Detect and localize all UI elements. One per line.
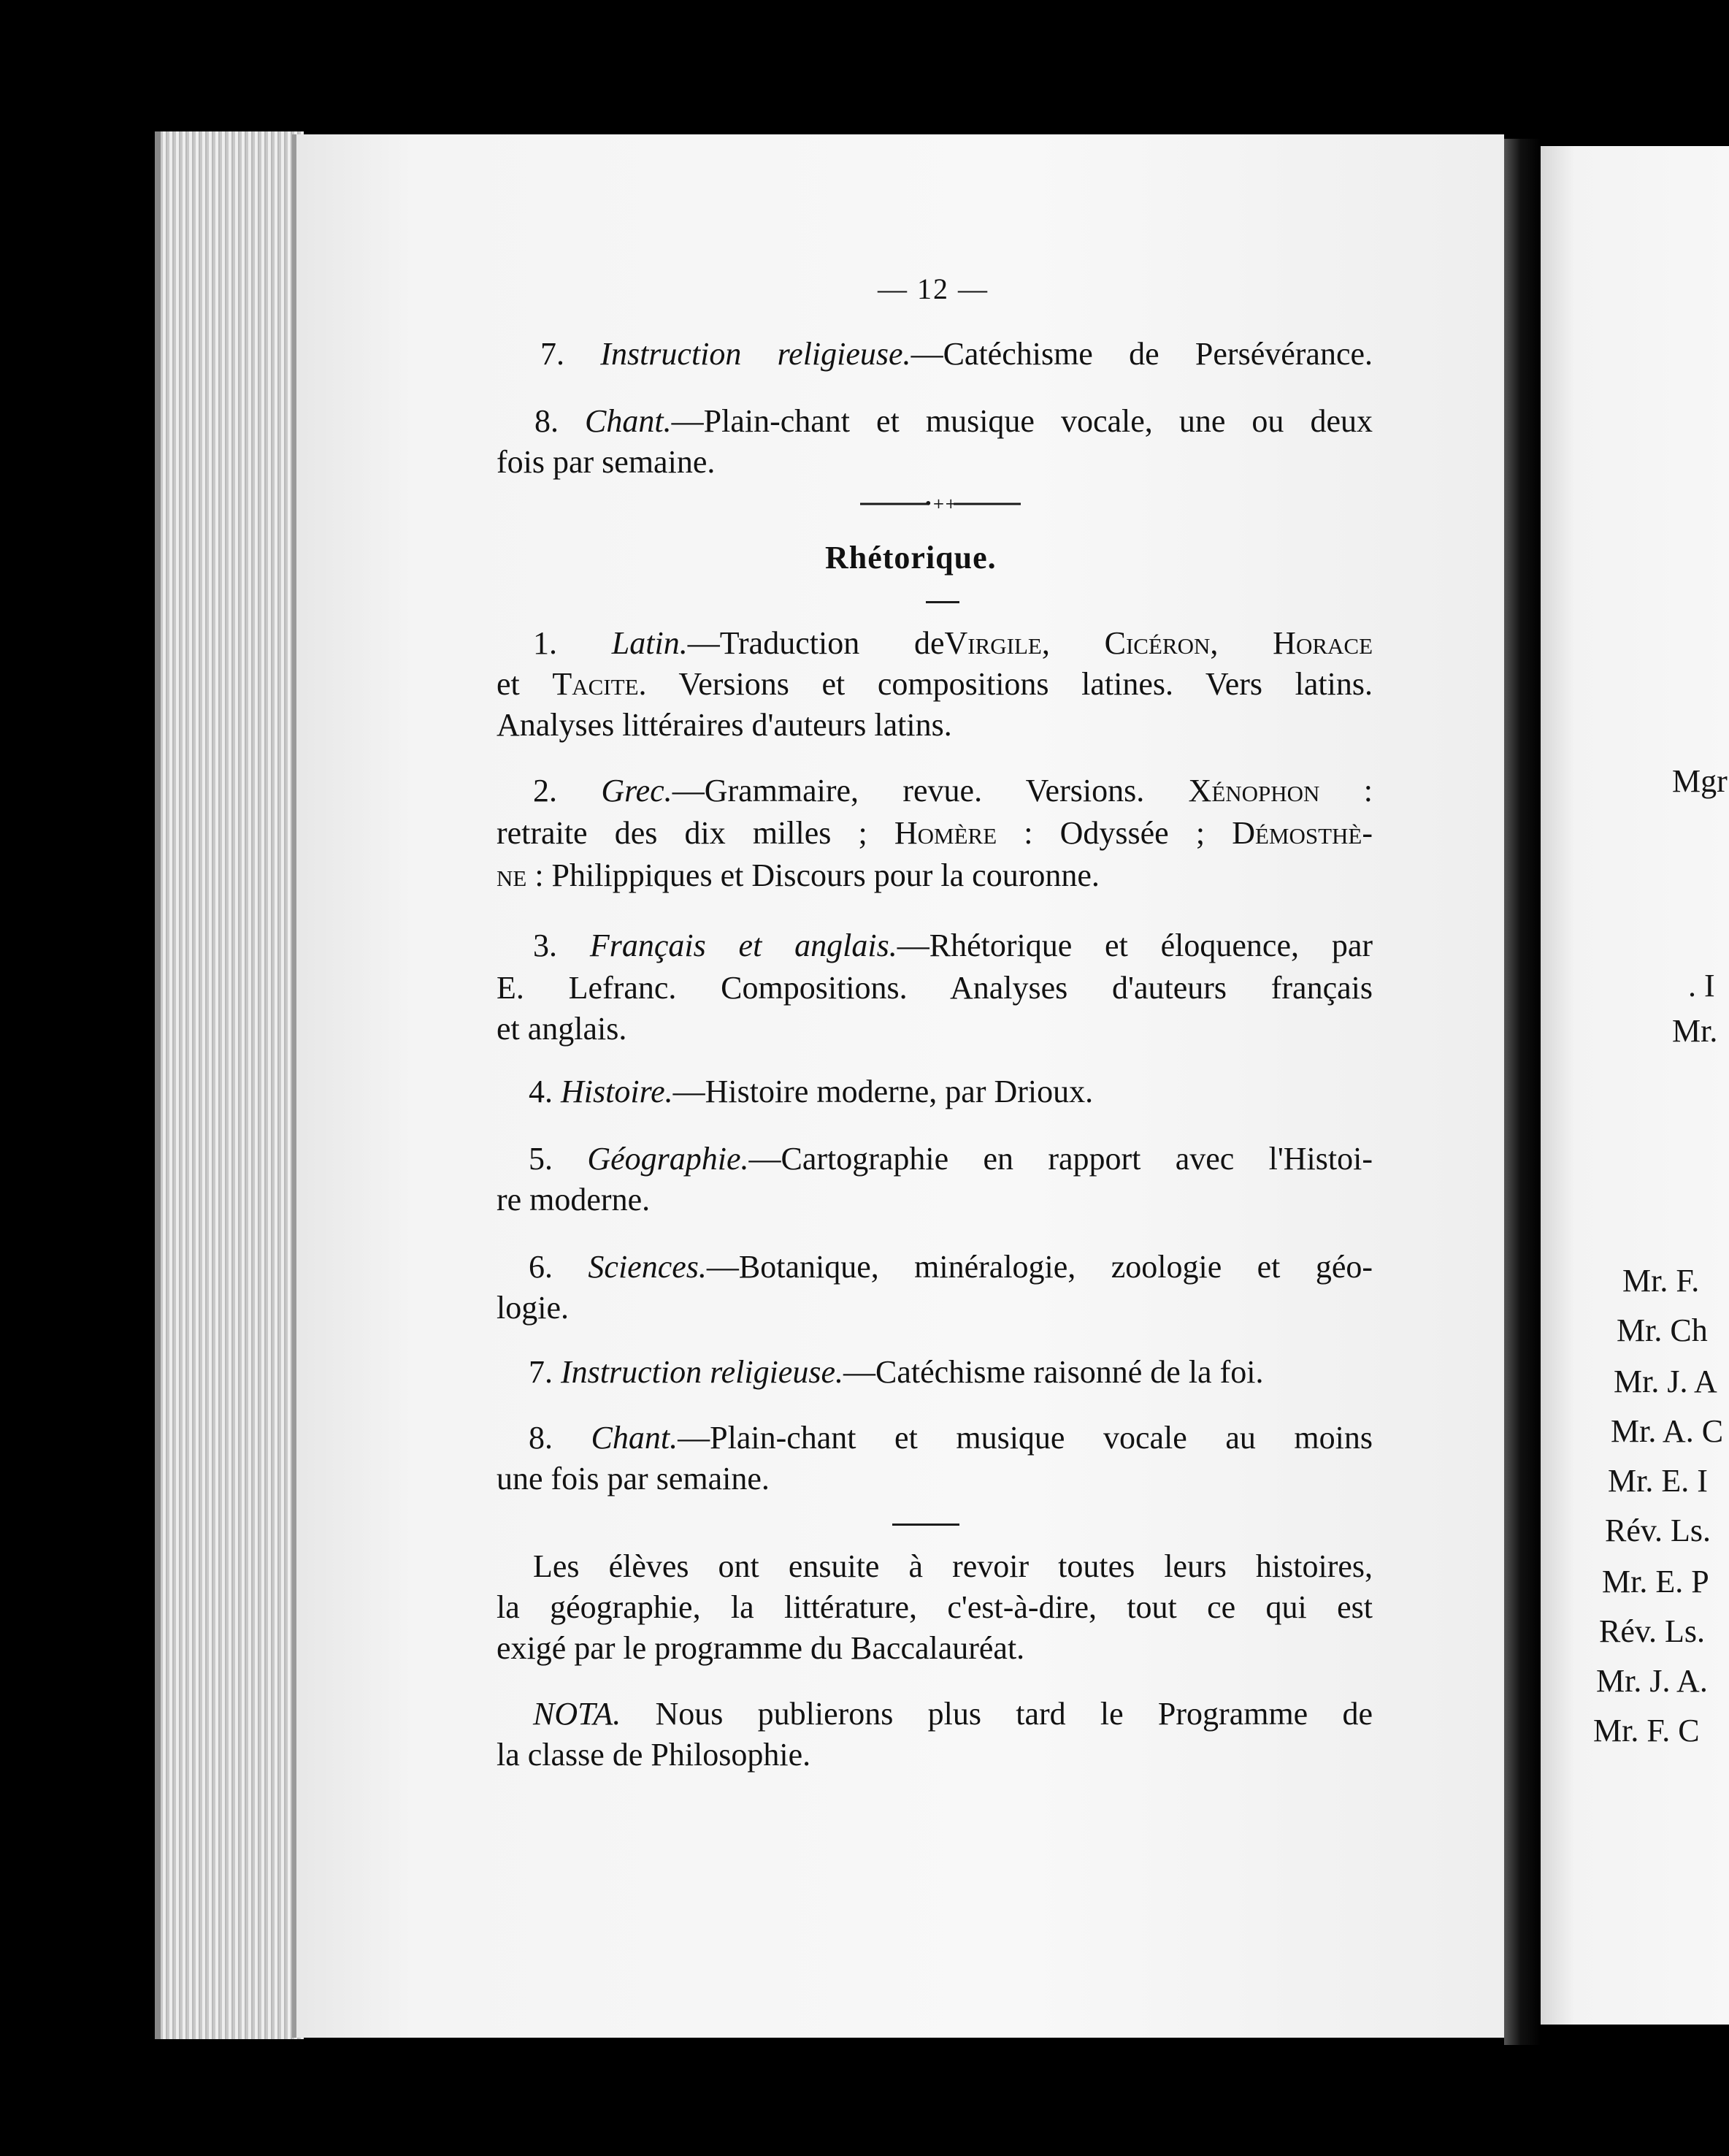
note-line: la géographie, la littérature, c'est-à-dire, tout ce qui est [497,1589,1373,1625]
right-page-fragment: Rév. Ls. [1599,1613,1706,1649]
right-page-fragment: Mr. F. C [1593,1713,1700,1748]
item-text: : Odyssée ; [997,815,1232,851]
list-item [497,400,1373,443]
item-number: 3. [533,928,557,963]
item-subject: Histoire. [561,1074,673,1109]
item-subject: Instruction religieuse. [600,336,911,372]
item-number: 7. [529,1354,553,1390]
book-gutter [1504,139,1541,2045]
item-number: 8. [529,1420,553,1456]
item-text: —Catéchisme de Persévérance. [910,336,1373,372]
item-subject: Latin. [611,625,688,661]
item-text: —Grammaire, revue. Versions. [672,773,1189,808]
list-item [497,1246,1373,1288]
item-text: . Versions et compositions latines. Vers latins. [638,666,1373,702]
page-number: — 12 — [878,272,989,305]
author-name: Virgile [944,625,1042,661]
item-number: 4. [529,1074,553,1109]
right-page-fragment: Mr. E. P [1602,1564,1709,1599]
item-number: 1. [533,625,557,661]
right-page-fragment: Mr. J. A. [1596,1663,1708,1699]
author-name: Homère [894,815,997,851]
author-name: Cicéron [1104,625,1211,661]
item-text: —Traduction de [687,625,945,661]
item-text: —Catéchisme raisonné de la foi. [843,1354,1264,1390]
item-text: et [497,666,553,702]
item-subject: Français et anglais. [589,928,897,963]
item-text: —Histoire moderne, par Drioux. [672,1074,1094,1109]
ornament-divider [860,497,1021,511]
item-text: —Rhétorique et éloquence, par [897,928,1373,963]
right-page-fragment: Mr. Ch [1617,1312,1708,1348]
list-item [497,1138,1373,1180]
list-item-line: logie. [497,1290,569,1326]
list-item-line: E. Lefranc. Compositions. Analyses d'auteurs français [497,970,1373,1006]
item-text: : Philippiques et Discours pour la couronne. [526,857,1100,893]
item-text: : [1319,773,1373,808]
item-number: 8. [534,403,559,439]
author-name: ne [497,857,527,893]
item-number: 6. [529,1249,553,1285]
nota-text: Nous publierons plus tard le Programme de [621,1696,1373,1732]
item-subject: Grec. [601,773,672,808]
svg-text:•++: •++ [924,497,957,511]
item-subject: Géographie. [587,1141,749,1177]
list-item [497,333,1373,375]
item-text: , [1041,625,1105,661]
item-text: , [1210,625,1273,661]
nota-line: la classe de Philosophie. [497,1737,811,1773]
list-item-line [497,663,1373,706]
author-name: Horace [1273,625,1373,661]
title-rule [926,601,959,603]
item-number: 5. [529,1141,553,1177]
author-name: Démosthè- [1232,815,1373,851]
author-name: Xénophon [1188,773,1320,808]
note-line: exigé par le programme du Baccalauréat. [497,1630,1025,1666]
right-page-fragment: Mr. F. [1622,1263,1700,1299]
section-title: Rhétorique. [825,540,997,576]
list-item-line: re moderne. [497,1182,651,1217]
item-text: —Plain-chant et musique vocale au moins [678,1420,1373,1456]
list-item [497,925,1373,967]
list-item-line: une fois par semaine. [497,1461,770,1496]
author-name: Tacite [552,666,639,702]
list-item [497,1417,1373,1459]
list-item [497,1351,1373,1394]
right-page-fragment: Rév. Ls. [1605,1513,1711,1548]
item-subject: Chant. [585,403,672,439]
nota-label: NOTA. [533,1696,621,1732]
list-item-line: Analyses littéraires d'auteurs latins. [497,707,952,743]
list-item-line [497,812,1373,855]
item-text: retraite des dix milles ; [497,815,894,851]
book-fore-edge [155,131,304,2039]
list-item [497,770,1373,812]
item-subject: Chant. [591,1420,678,1456]
right-page-fragment: Mr. [1672,1013,1718,1049]
nota-paragraph [497,1693,1373,1735]
list-item [497,622,1373,665]
list-item-line: et anglais. [497,1011,627,1047]
right-page-fragment: Mr. E. I [1608,1463,1708,1499]
section-rule [892,1524,959,1526]
item-text: —Cartographie en rapport avec l'Histoi- [748,1141,1373,1177]
list-item [497,1071,1373,1113]
right-page-fragment: Mgr [1672,763,1728,799]
item-number: 7. [540,336,564,372]
note-line: Les élèves ont ensuite à revoir toutes leurs histoires, [533,1548,1373,1584]
item-subject: Sciences. [588,1249,707,1285]
right-page-fragment: . I [1688,968,1715,1004]
item-subject: Instruction religieuse. [561,1354,843,1390]
list-item-continuation: fois par semaine. [497,444,716,480]
right-page-fragment: Mr. J. A [1614,1364,1717,1399]
item-text: —Plain-chant et musique vocale, une ou deux [671,403,1373,439]
item-number: 2. [533,773,557,808]
right-page-fragment: Mr. A. C [1611,1413,1724,1449]
item-text: —Botanique, minéralogie, zoologie et géo- [706,1249,1373,1285]
list-item-line [497,855,1373,897]
